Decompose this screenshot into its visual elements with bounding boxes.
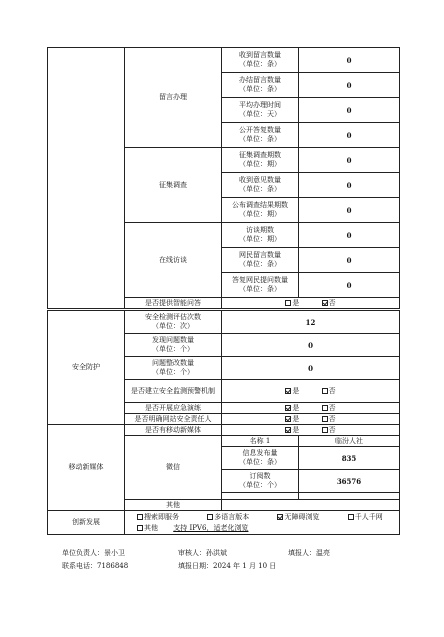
no-checkbox[interactable] bbox=[322, 427, 328, 433]
smart-qa-options: 是 否 bbox=[222, 298, 400, 309]
message-row-label: 收到留言数量 （单位：条） bbox=[222, 48, 299, 73]
interview-row-value: 0 bbox=[299, 248, 400, 273]
mobile-has-label: 是否有移动新媒体 bbox=[125, 425, 222, 436]
security-row-value: 12 bbox=[222, 311, 400, 334]
survey-row-label: 公布调查结果期数 （单位：期） bbox=[222, 198, 299, 223]
section-survey: 征集调查 bbox=[125, 148, 222, 223]
message-row-value: 0 bbox=[299, 48, 400, 73]
security-row-value: 0 bbox=[222, 357, 400, 380]
smart-qa-label: 是否提供智能问答 bbox=[125, 298, 222, 309]
mobile-has-options: 是 否 bbox=[222, 425, 400, 436]
security-row-label: 安全检测评估次数 （单位：次） bbox=[125, 311, 222, 334]
mobile-wechat-label: 微信 bbox=[125, 436, 222, 500]
filler: 填报人：温亮 bbox=[288, 549, 330, 557]
no-checkbox[interactable] bbox=[322, 405, 328, 411]
personalized-checkbox[interactable] bbox=[348, 514, 354, 520]
search-service-checkbox[interactable] bbox=[137, 514, 143, 520]
mobile-name-value: 临汾人社 bbox=[299, 436, 400, 447]
yes-checkbox[interactable] bbox=[285, 416, 291, 422]
smart-qa-yes-checkbox[interactable] bbox=[285, 300, 291, 306]
security-check-label: 是否明确网站安全责任人 bbox=[125, 414, 222, 425]
mobile-name-label: 名称 1 bbox=[222, 436, 299, 447]
no-checkbox[interactable] bbox=[322, 416, 328, 422]
mobile-other-label: 其他 bbox=[125, 500, 222, 511]
security-row-label: 问题整改数量 （单位：个） bbox=[125, 357, 222, 380]
survey-row-value: 0 bbox=[299, 148, 400, 173]
statistics-table-lower bbox=[47, 310, 400, 535]
interview-row-value: 0 bbox=[299, 223, 400, 248]
innovation-other-value: 支持 IPV6，适老化浏览 bbox=[173, 523, 249, 532]
innovation-other-checkbox[interactable] bbox=[137, 525, 143, 531]
mobile-blank bbox=[299, 493, 400, 500]
interview-row-value: 0 bbox=[299, 273, 400, 298]
survey-row-label: 征集调查期数 （单位：期） bbox=[222, 148, 299, 173]
multilingual-checkbox[interactable] bbox=[207, 514, 213, 520]
security-check-label: 是否建立安全监测预警机制 bbox=[125, 380, 222, 403]
section-innovation: 创新发展 bbox=[48, 511, 125, 535]
accessibility-checkbox[interactable] bbox=[277, 514, 283, 520]
message-row-value: 0 bbox=[299, 98, 400, 123]
survey-row-value: 0 bbox=[299, 198, 400, 223]
mobile-posts-value: 835 bbox=[299, 447, 400, 470]
security-row-label: 发现问题数量 （单位：个） bbox=[125, 334, 222, 357]
yes-checkbox[interactable] bbox=[285, 388, 291, 394]
message-row-label: 平均办理时间 （单位：天） bbox=[222, 98, 299, 123]
interview-row-label: 答复网民提问数量 （单位：条） bbox=[222, 273, 299, 298]
message-row-value: 0 bbox=[299, 73, 400, 98]
mobile-other-value bbox=[222, 500, 400, 511]
section-mobile: 移动新媒体 bbox=[48, 425, 125, 511]
survey-row-value: 0 bbox=[299, 173, 400, 198]
interview-row-label: 网民留言数量 （单位：条） bbox=[222, 248, 299, 273]
section-security: 安全防护 bbox=[48, 311, 125, 425]
reviewer: 审核人：孙洪斌 bbox=[178, 549, 227, 557]
yes-checkbox[interactable] bbox=[285, 427, 291, 433]
statistics-table bbox=[47, 47, 400, 309]
smart-qa-no-checkbox[interactable] bbox=[322, 300, 328, 306]
interview-row-label: 访谈期数 （单位：期） bbox=[222, 223, 299, 248]
unit-leader: 单位负责人：景小卫 bbox=[62, 549, 125, 557]
security-check-options: 是 否 bbox=[222, 380, 400, 403]
message-row-label: 公开答复数量 （单位：条） bbox=[222, 123, 299, 148]
security-row-value: 0 bbox=[222, 334, 400, 357]
security-check-label: 是否开展应急演练 bbox=[125, 403, 222, 414]
message-row-label: 办结留言数量 （单位：条） bbox=[222, 73, 299, 98]
yes-checkbox[interactable] bbox=[285, 405, 291, 411]
section-interview: 在线访谈 bbox=[125, 223, 222, 298]
section-message: 留言办理 bbox=[125, 48, 222, 148]
mobile-posts-label: 信息发布量 （单位：条） bbox=[222, 447, 299, 470]
no-checkbox[interactable] bbox=[322, 388, 328, 394]
security-check-options: 是 否 bbox=[222, 403, 400, 414]
section-interaction-cell bbox=[48, 48, 125, 309]
mobile-subs-label: 订阅数 （单位：个） bbox=[222, 470, 299, 493]
mobile-blank bbox=[222, 493, 299, 500]
phone: 联系电话：7186848 bbox=[62, 562, 129, 570]
mobile-subs-value: 36576 bbox=[299, 470, 400, 493]
innovation-options: 搜索即服务 多语言版本 无障碍浏览 千人千网 其他 支持 IPV6，适老化浏览 bbox=[125, 511, 400, 535]
survey-row-label: 收到意见数量 （单位：条） bbox=[222, 173, 299, 198]
message-row-value: 0 bbox=[299, 123, 400, 148]
security-check-options: 是 否 bbox=[222, 414, 400, 425]
fill-date: 填报日期：2024 年 1 月 10 日 bbox=[178, 562, 277, 570]
